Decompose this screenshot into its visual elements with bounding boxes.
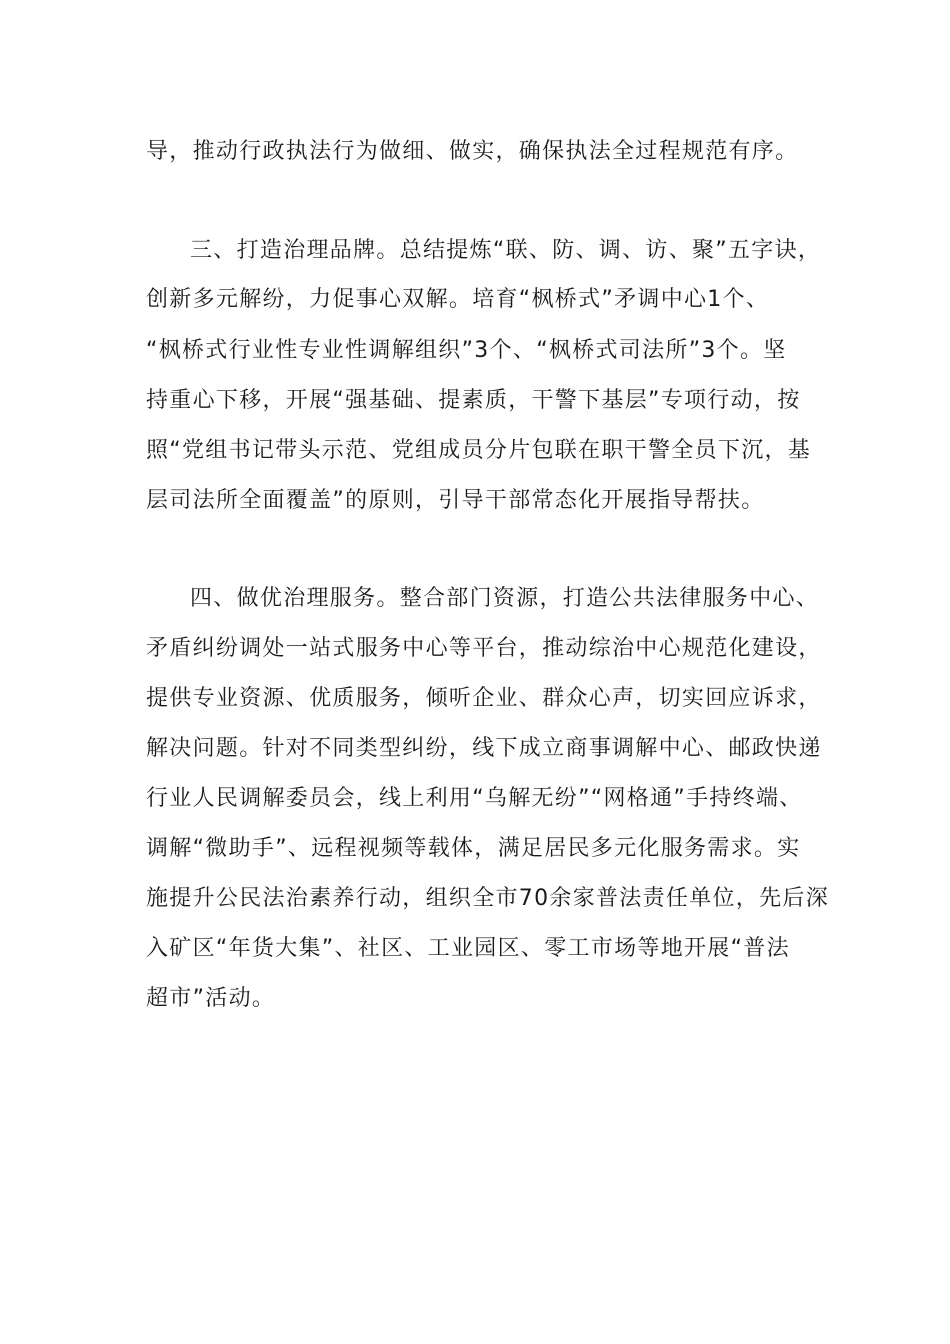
paragraph-2-line-4: 持重心下移，开展“强基础、提素质，干警下基层”专项行动，按 bbox=[146, 388, 801, 413]
paragraph-3-line-4: 解决问题。针对不同类型纠纷，线下成立商事调解中心、邮政快递 bbox=[146, 736, 822, 761]
paragraph-2-line-1: 三、打造治理品牌。总结提炼“联、防、调、访、聚”五字诀， bbox=[190, 238, 822, 263]
paragraph-1-line-1: 导，推动行政执法行为做细、做实，确保执法全过程规范有序。 bbox=[146, 139, 799, 164]
paragraph-3-line-9: 超市”活动。 bbox=[146, 986, 276, 1011]
paragraph-2-line-3: “枫桥式行业性专业性调解组织”3个、“枫桥式司法所”3个。坚 bbox=[146, 338, 787, 363]
paragraph-3-line-6: 调解“微助手”、远程视频等载体，满足居民多元化服务需求。实 bbox=[146, 836, 801, 861]
paragraph-2-line-5: 照“党组书记带头示范、党组成员分片包联在职干警全员下沉，基 bbox=[146, 438, 812, 463]
paragraph-3-line-7: 施提升公民法治素养行动，组织全市70余家普法责任单位，先后深 bbox=[146, 886, 829, 911]
paragraph-3-line-5: 行业人民调解委员会，线上利用“乌解无纷”“网格通”手持终端、 bbox=[146, 786, 803, 811]
paragraph-3-line-2: 矛盾纠纷调处一站式服务中心等平台，推动综治中心规范化建设， bbox=[146, 636, 822, 661]
paragraph-3-line-3: 提供专业资源、优质服务，倾听企业、群众心声，切实回应诉求， bbox=[146, 686, 822, 711]
paragraph-3-line-1: 四、做优治理服务。整合部门资源，打造公共法律服务中心、 bbox=[190, 586, 820, 611]
paragraph-2-line-2: 创新多元解纷，力促事心双解。培育“枫桥式”矛调中心1个、 bbox=[146, 287, 770, 312]
paragraph-2-line-6: 层司法所全面覆盖”的原则，引导干部常态化开展指导帮扶。 bbox=[146, 488, 765, 513]
paragraph-3-line-8: 入矿区“年货大集”、社区、工业园区、零工市场等地开展“普法 bbox=[146, 936, 790, 961]
